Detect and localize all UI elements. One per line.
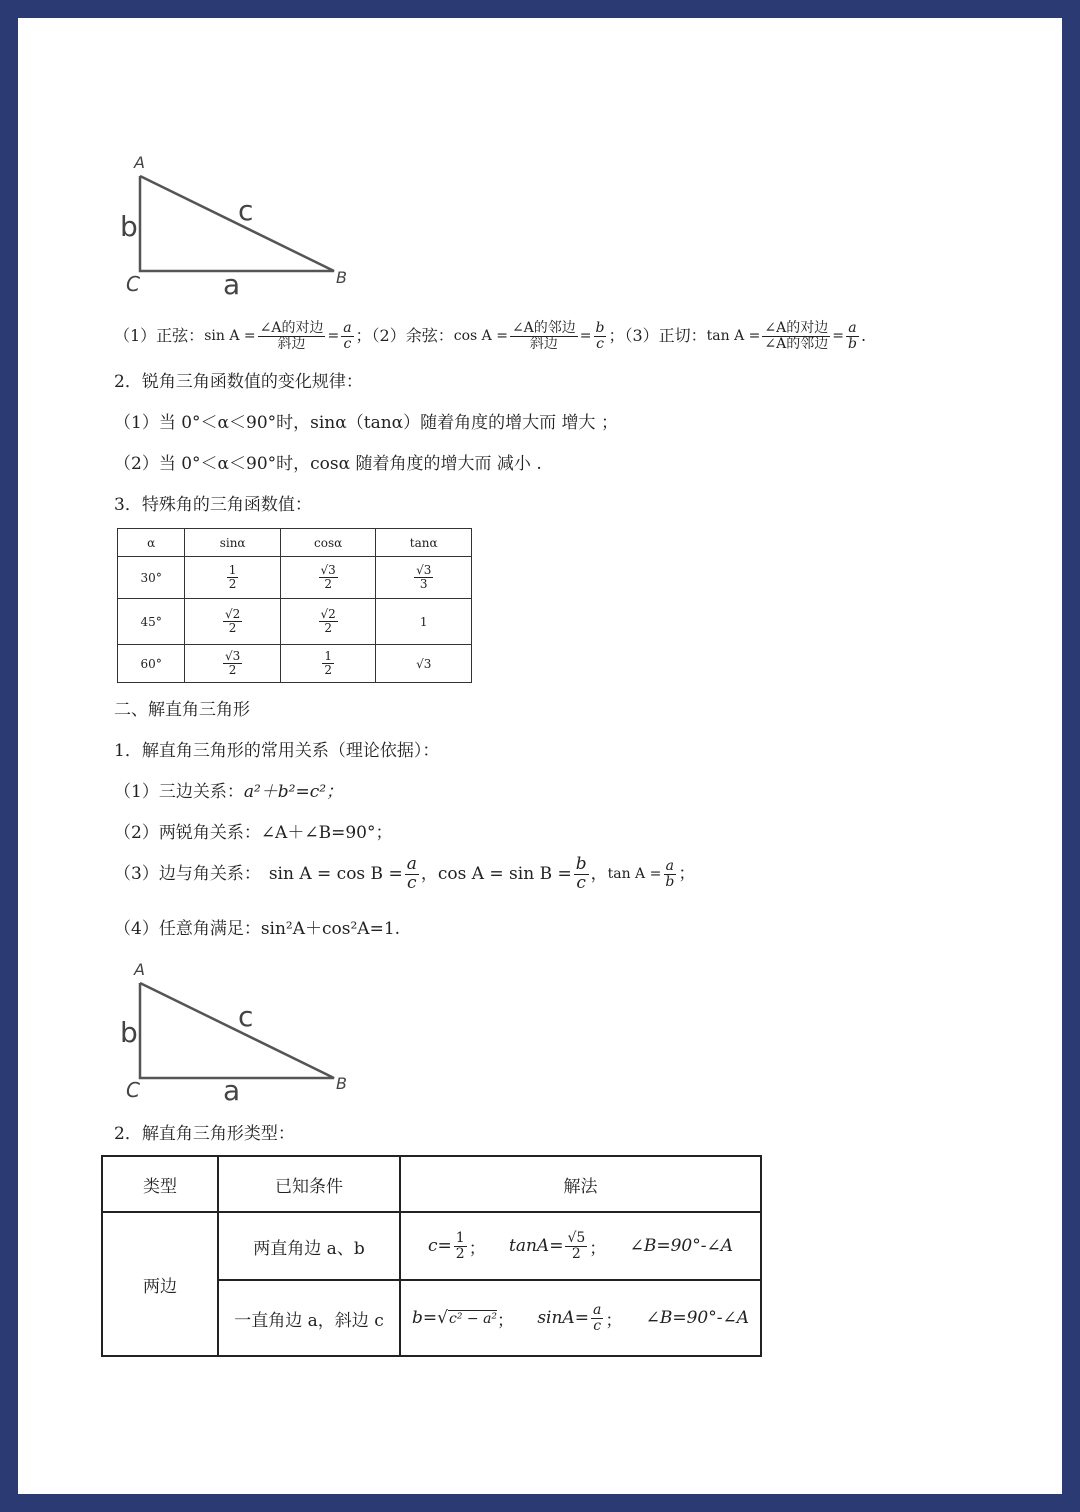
rule2-item1: （1）当 0°＜α＜90°时，sinα（tanα）随着角度的增大而 增大 ； xyxy=(114,413,618,433)
group-two-sides: 两边 xyxy=(102,1212,218,1356)
header-method: 解法 xyxy=(400,1156,761,1212)
table-row: 30° $\frac{1}{2}$ $\frac{√3}{2}$ $\frac{√3}{3}$ xyxy=(118,557,472,599)
s2-relation2: （2）两锐角关系：∠A＋∠B=90°； xyxy=(114,823,393,843)
cosine-lhs: cos A = xyxy=(453,328,508,345)
tangent-label: ；（3）正切： xyxy=(608,326,707,346)
vertex-B-label: B xyxy=(336,268,347,287)
s2-relation1: （1）三边关系：a²＋b²=c²； xyxy=(114,782,344,802)
condition-leg-hypotenuse: 一直角边 a，斜边 c xyxy=(218,1280,400,1356)
side-c-label: c xyxy=(238,194,254,227)
method-legs: c= $\frac{1}{2}$ ； tanA= $\frac{√5}{2}$ ； ∠B=90°-∠A xyxy=(400,1212,761,1280)
document-page xyxy=(18,18,1062,1494)
table-row: 45° $\frac{√2}{2}$ $\frac{√2}{2}$ 1 xyxy=(118,599,472,645)
pythagoras-formula: a²＋b²=c²； xyxy=(243,782,344,802)
rule2-title: 2．锐角三角函数值的变化规律： xyxy=(114,372,363,392)
table-header-row xyxy=(118,529,472,557)
header-cos: cosα xyxy=(280,529,376,557)
side-b-label: b xyxy=(120,210,138,243)
side-b-label: b xyxy=(120,1016,138,1049)
s2-item1: 1．解直角三角形的常用关系（理论依据）： xyxy=(114,741,440,761)
side-a-label: a xyxy=(223,268,241,301)
cosine-ratio: $\frac{\text{∠A的邻边}}{\text{斜边}}$ xyxy=(511,320,576,352)
condition-legs: 两直角边 a、b xyxy=(218,1212,400,1280)
table-header-row xyxy=(102,1156,761,1212)
vertex-A-label: A xyxy=(134,960,145,979)
table-row xyxy=(102,1212,761,1280)
vertex-A-label: A xyxy=(134,153,145,172)
tangent-value: $\frac{a}{b}$ xyxy=(847,320,857,352)
trig-definitions: （1）正弦： sin A = $\frac{\text{∠A的对边}}{\text{斜边}}$ = $\frac{a}{c}$ ；（2）余弦： cos A = $\frac{\text{∠A的邻边}}{\text{斜边}}$ = $\frac{b}{c}$ ；（3）正切： tan A = $\frac{\text{∠A的对边}}{\text{∠A的邻边}}$ = $\frac{a}{b}$ . xyxy=(114,320,867,352)
s2-item2: 2．解直角三角形类型： xyxy=(114,1124,295,1144)
vertex-C-label: C xyxy=(126,272,140,296)
cosine-label: ；（2）余弦： xyxy=(355,326,454,346)
solving-types-table xyxy=(101,1155,762,1357)
method-leg-hypotenuse: b= √ c² − a² ； sinA= $\frac{a}{c}$ ； ∠B=90°-∠A xyxy=(400,1280,761,1356)
rule2-item2: （2）当 0°＜α＜90°时，cosα 随着角度的增大而 减小 . xyxy=(114,454,542,474)
tangent-lhs: tan A = xyxy=(706,328,761,345)
vertex-C-label: C xyxy=(126,1078,140,1102)
side-a-label: a xyxy=(223,1074,241,1107)
side-c-label: c xyxy=(238,1000,254,1033)
header-type: 类型 xyxy=(102,1156,218,1212)
sine-ratio: $\frac{\text{∠A的对边}}{\text{斜边}}$ xyxy=(259,320,324,352)
cosine-value: $\frac{b}{c}$ xyxy=(595,320,605,352)
header-sin: sinα xyxy=(185,529,280,557)
s2-relation3: （3）边与角关系： sin A = cos B = $\frac{a}{c}$ ， cos A = sin B = $\frac{b}{c}$ ， tan A = $\frac{a}{b}$ ； xyxy=(114,854,696,893)
header-alpha: α xyxy=(118,529,185,557)
header-condition: 已知条件 xyxy=(218,1156,400,1212)
s2-relation4: （4）任意角满足：sin²A＋cos²A=1. xyxy=(114,919,401,939)
special-angle-table xyxy=(117,528,472,683)
sine-value: $\frac{a}{c}$ xyxy=(343,320,352,352)
table-row: 60° $\frac{√3}{2}$ $\frac{1}{2}$ √3 xyxy=(118,645,472,683)
sine-label: （1）正弦： xyxy=(114,326,205,346)
triangle-edges xyxy=(140,983,334,1078)
header-tan: tanα xyxy=(376,529,472,557)
triangle-edges xyxy=(140,176,334,271)
tangent-ratio: $\frac{\text{∠A的对边}}{\text{∠A的邻边}}$ xyxy=(764,320,829,352)
section2-title: 二、解直角三角形 xyxy=(114,700,250,720)
vertex-B-label: B xyxy=(336,1074,347,1093)
sine-lhs: sin A = xyxy=(204,328,256,345)
rule3-title: 3．特殊角的三角函数值： xyxy=(114,495,312,515)
right-triangle-figure-2 xyxy=(118,966,378,1116)
